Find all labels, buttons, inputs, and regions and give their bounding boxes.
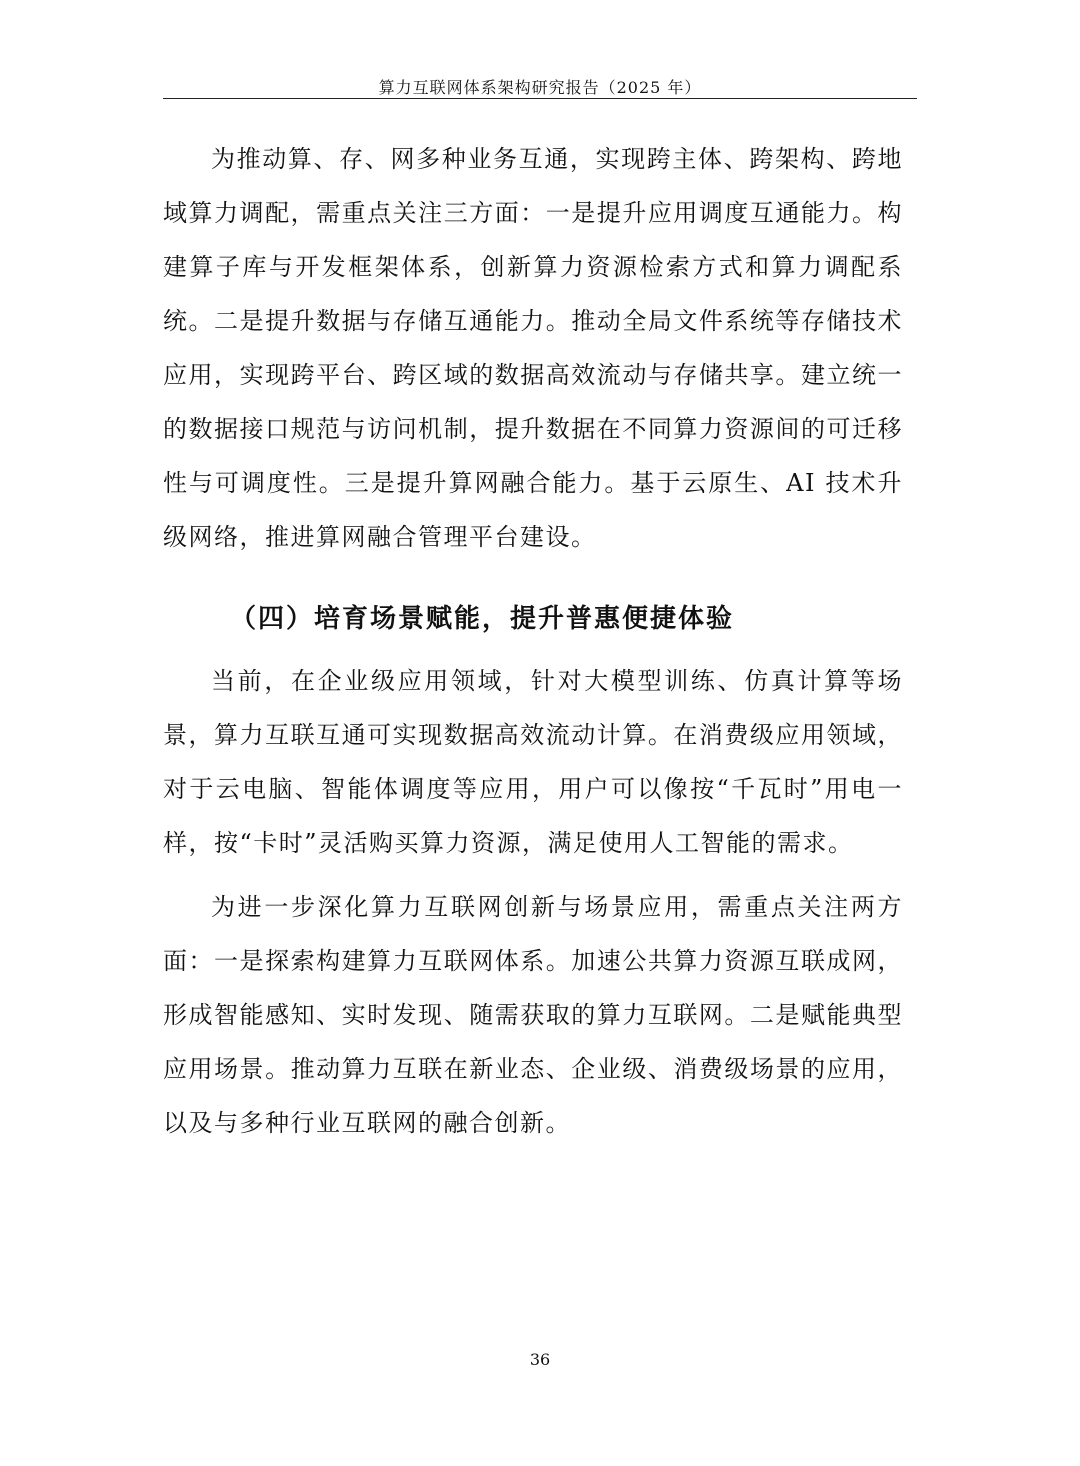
section-heading: （四）培育场景赋能，提升普惠便捷体验 [230,604,735,634]
body-paragraph-1: 为推动算、存、网多种业务互通，实现跨主体、跨架构、跨地域算力调配，需重点关注三方面：一是提升应用调度互通能力。构建算子库与开发框架体系，创新算力资源检索方式和算力调配系统。二是提升数据与存储互通能力。推动全局文件系统等存储技术应用，实现跨平台、跨区域的数据高效流动与存储共享。建立统一的数据接口规范与访问机制，提升数据在不同算力资源间的可迁移性与可调度性。三是提升算网融合能力。基于云原生、AI 技术升级网络，推进算网融合管理平台建设。 [163,145,903,551]
page-number: 36 [529,1350,551,1369]
header-divider [163,98,917,99]
body-paragraph-2: 当前，在企业级应用领域，针对大模型训练、仿真计算等场景，算力互联互通可实现数据高效流动计算。在消费级应用领域，对于云电脑、智能体调度等应用，用户可以像按“千瓦时”用电一样，按“卡时”灵活购买算力资源，满足使用人工智能的需求。 [163,667,903,857]
body-paragraph-3: 为进一步深化算力互联网创新与场景应用，需重点关注两方面：一是探索构建算力互联网体系。加速公共算力资源互联成网，形成智能感知、实时发现、随需获取的算力互联网。二是赋能典型应用场景。推动算力互联在新业态、企业级、消费级场景的应用，以及与多种行业互联网的融合创新。 [163,893,903,1137]
running-header: 算力互联网体系架构研究报告（2025 年） [378,78,702,97]
